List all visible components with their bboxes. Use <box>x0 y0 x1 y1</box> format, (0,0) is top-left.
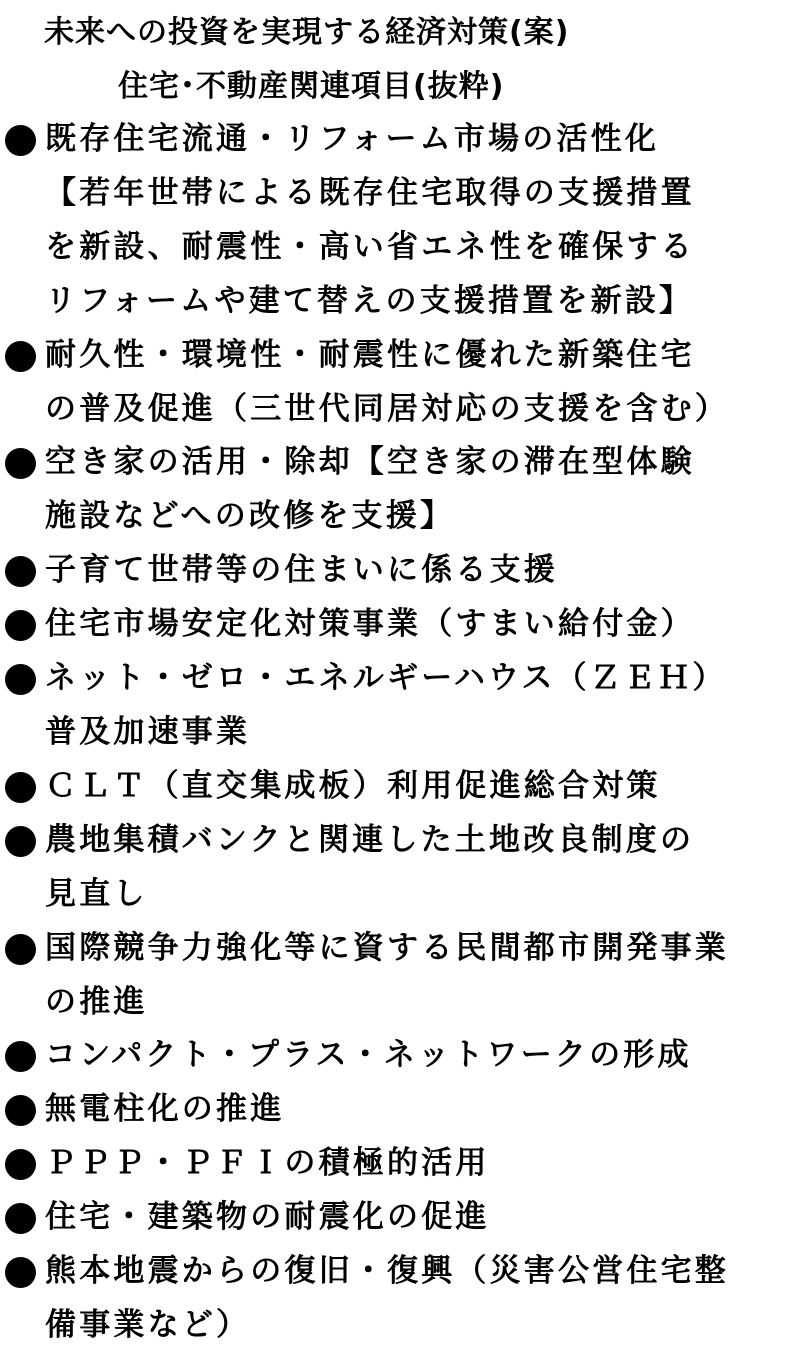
list-item-text: の普及促進（三世代同居対応の支援を含む） <box>45 390 729 427</box>
list-item-text: 無電柱化の推進 <box>45 1091 285 1128</box>
bullet-icon <box>5 664 36 695</box>
bullet-icon <box>5 448 36 479</box>
list-item <box>0 113 787 329</box>
list-item-text: を新設、耐震性・高い省エネ性を確保する <box>45 228 695 265</box>
list-item-text: ＣＬＴ（直交集成板）利用促進総合対策 <box>45 767 661 804</box>
bullet-icon <box>5 1149 36 1180</box>
document-subtitle: 住宅･不動産関連項目(抜粋) <box>118 69 505 104</box>
list-item-text: ＰＰＰ・ＰＦＩの積極的活用 <box>45 1145 490 1182</box>
list-item-text: 住宅・建築物の耐震化の促進 <box>45 1199 490 1236</box>
bullet-icon <box>5 1203 36 1234</box>
list-item <box>0 1191 787 1245</box>
document-title: 未来への投資を実現する経済対策(案) <box>44 15 570 50</box>
bullet-icon <box>5 1257 36 1288</box>
list-item-text: 子育て世帯等の住まいに係る支援 <box>45 552 558 589</box>
list-item <box>0 1083 787 1137</box>
list-item-text: 見直し <box>45 875 148 912</box>
bullet-icon <box>5 1041 36 1072</box>
list-item <box>0 760 787 814</box>
list-item-text: コンパクト・プラス・ネットワークの形成 <box>45 1037 692 1074</box>
list-item <box>0 922 787 1030</box>
list-item <box>0 544 787 598</box>
list-item <box>0 1245 787 1353</box>
list-item-text: 備事業など） <box>45 1306 251 1343</box>
list-item-text: の推進 <box>45 983 148 1020</box>
list-item-text: ネット・ゼロ・エネルギーハウス（ＺＥＨ） <box>45 660 727 697</box>
list-item <box>0 652 787 760</box>
list-item <box>0 1029 787 1083</box>
bullet-icon <box>5 826 36 857</box>
list-item-text: 既存住宅流通・リフォーム市場の活性化 <box>45 121 660 157</box>
list-item-text: 耐久性・環境性・耐震性に優れた新築住宅 <box>45 336 695 373</box>
bullet-icon <box>5 1095 36 1126</box>
list-item-text: 熊本地震からの復旧・復興（災害公営住宅整 <box>45 1253 729 1290</box>
list-item-text: 施設などへの改修を支援】 <box>45 498 455 535</box>
bullet-icon <box>5 341 36 372</box>
list-item <box>0 1137 787 1191</box>
item-list <box>0 113 787 1353</box>
list-item-text: リフォームや建て替えの支援措置を新設】 <box>45 282 694 319</box>
list-item-text: 普及加速事業 <box>45 713 251 750</box>
list-item-text: 【若年世帯による既存住宅取得の支援措置 <box>45 174 695 211</box>
list-item <box>0 436 787 544</box>
bullet-icon <box>5 610 36 641</box>
list-item-text: 空き家の活用・除却【空き家の滞在型体験 <box>45 444 695 481</box>
bullet-icon <box>5 556 36 587</box>
list-item <box>0 814 787 922</box>
list-item-text: 農地集積バンクと関連した土地改良制度の <box>45 821 695 858</box>
list-item-text: 住宅市場安定化対策事業（すまい給付金） <box>45 606 695 643</box>
bullet-icon <box>5 772 36 803</box>
list-item-text: 国際競争力強化等に資する民間都市開発事業 <box>45 929 729 966</box>
list-item <box>0 329 787 437</box>
bullet-icon <box>5 934 36 965</box>
list-item <box>0 598 787 652</box>
bullet-icon <box>5 125 36 156</box>
